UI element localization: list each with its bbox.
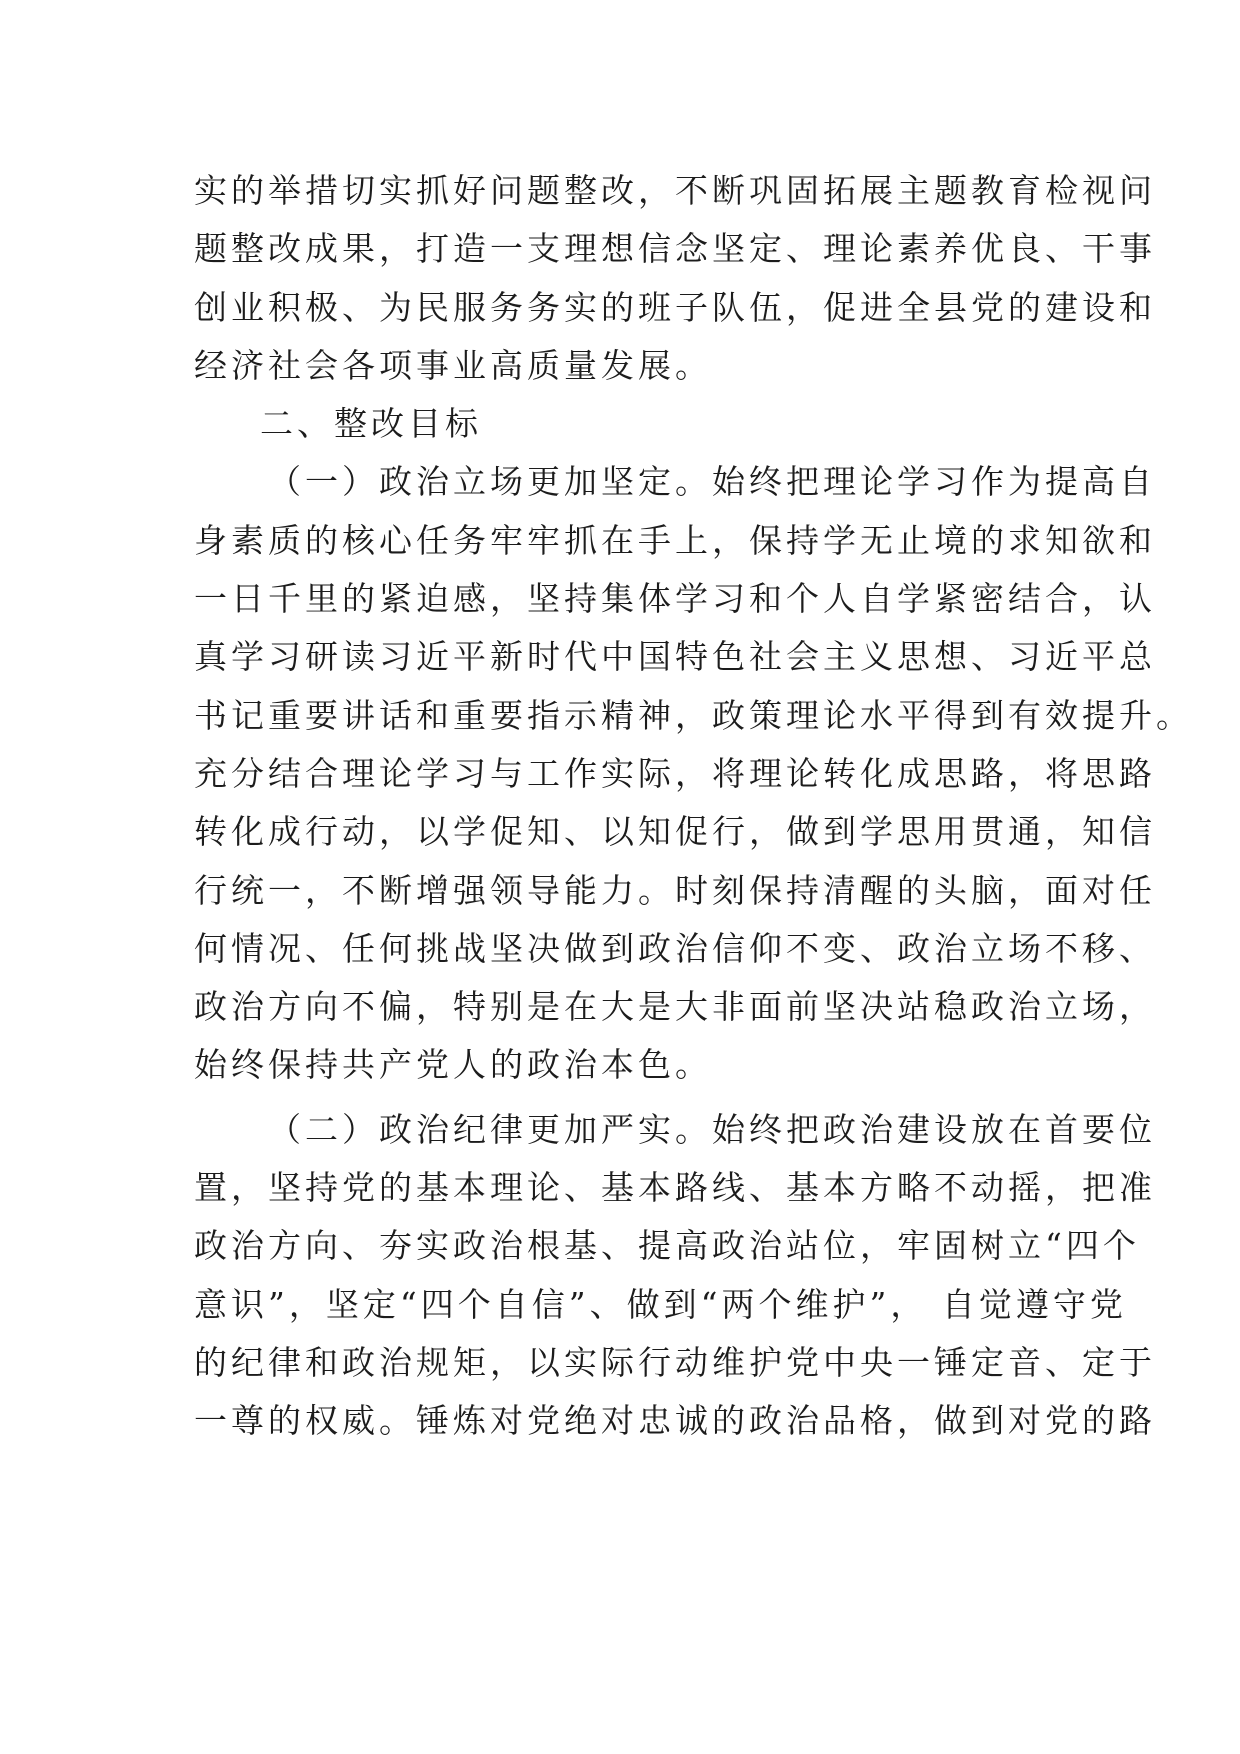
text-line: 真学习研读习近平新时代中国特色社会主义思想、习近平总	[194, 637, 1156, 677]
text-line: （一）政治立场更加坚定。始终把理论学习作为提高自	[268, 462, 1156, 502]
text-line: 转化成行动，以学促知、以知促行，做到学思用贯通，知信	[194, 812, 1156, 852]
text-line: 题整改成果，打造一支理想信念坚定、理论素养优良、干事	[194, 229, 1156, 269]
text-line: 始终保持共产党人的政治本色。	[194, 1045, 712, 1085]
document-body	[194, 162, 1193, 1451]
text-line: 创业积极、为民服务务实的班子队伍，促进全县党的建设和	[194, 287, 1156, 327]
section-heading-rectification-goals	[194, 395, 1054, 453]
text-line: 一尊的权威。锤炼对党绝对忠诚的政治品格，做到对党的路	[194, 1401, 1156, 1441]
text-line: 意识”，坚定“四个自信”、做到“两个维护”， 自觉遵守党	[194, 1284, 1127, 1324]
section-heading: 二、整改目标	[260, 404, 482, 444]
text-line: 行统一，不断增强领导能力。时刻保持清醒的头脑，面对任	[194, 870, 1156, 910]
text-line: 充分结合理论学习与工作实际，将理论转化成思路，将思路	[194, 753, 1156, 793]
text-line: 一日千里的紧迫感，坚持集体学习和个人自学紧密结合，认	[194, 579, 1156, 619]
text-line: 政治方向不偏，特别是在大是大非面前坚决站稳政治立场，	[194, 987, 1156, 1027]
text-line: 置，坚持党的基本理论、基本路线、基本方略不动摇，把准	[194, 1168, 1156, 1208]
text-line: 书记重要讲话和重要指示精神，政策理论水平得到有效提升。	[194, 695, 1193, 735]
text-line: 何情况、任何挑战坚决做到政治信仰不变、政治立场不移、	[194, 928, 1156, 968]
text-line: 身素质的核心任务牢牢抓在手上，保持学无止境的求知欲和	[194, 520, 1156, 560]
paragraph-goal-1	[194, 453, 1193, 1094]
text-line: 的纪律和政治规矩，以实际行动维护党中央一锤定音、定于	[194, 1342, 1156, 1382]
text-line: （二）政治纪律更加严实。始终把政治建设放在首要位	[268, 1109, 1156, 1149]
text-line: 经济社会各项事业高质量发展。	[194, 345, 712, 385]
text-line: 实的举措切实抓好问题整改，不断巩固拓展主题教育检视问	[194, 171, 1156, 210]
paragraph-goal-2	[194, 1101, 1156, 1451]
text-line: 政治方向、夯实政治根基、提高政治站位，牢固树立“四个	[194, 1226, 1140, 1266]
paragraph-intro-continued	[194, 162, 1156, 395]
